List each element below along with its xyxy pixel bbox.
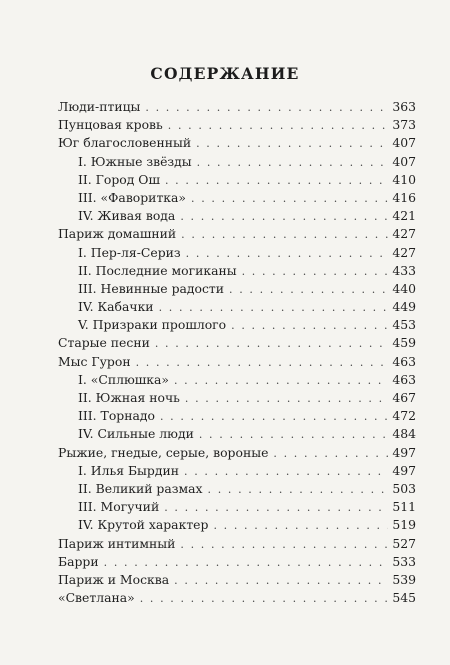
- toc-page-number: 433: [392, 262, 416, 278]
- toc-entry-title: Рыжие, гнедые, серые, вороные: [58, 444, 269, 460]
- toc-page-number: 463: [392, 353, 416, 369]
- dot-leader: [181, 228, 388, 241]
- toc-page-number: 545: [392, 590, 416, 606]
- toc-entry-title: IV. Живая вода: [78, 208, 176, 224]
- toc-page-number: 539: [392, 571, 416, 587]
- dot-leader: [174, 374, 388, 387]
- toc-subentry: [58, 463, 416, 481]
- toc-page-number: 421: [392, 208, 416, 224]
- toc-entry-title: IV. Кабачки: [78, 299, 154, 315]
- toc-page-number: 511: [392, 499, 416, 515]
- dot-leader: [174, 574, 388, 587]
- toc-page-number: 453: [392, 317, 416, 333]
- table-of-contents: [58, 99, 416, 608]
- toc-page-number: 519: [392, 517, 416, 533]
- toc-page-number: 459: [392, 335, 416, 351]
- dot-leader: [197, 156, 389, 169]
- toc-page-number: 407: [392, 153, 416, 169]
- dot-leader: [208, 483, 389, 496]
- toc-entry-title: IV. Сильные люди: [78, 426, 194, 442]
- toc-page-number: 527: [392, 535, 416, 551]
- contents-heading: СОДЕРЖАНИЕ: [150, 64, 300, 83]
- toc-entry-title: II. Южная ночь: [78, 390, 180, 405]
- toc-page-number: 427: [392, 226, 416, 242]
- toc-entry-title: Париж интимный: [58, 535, 176, 551]
- dot-leader: [159, 301, 389, 314]
- dot-leader: [184, 465, 388, 478]
- toc-subentry: [58, 263, 416, 281]
- toc-subentry: [58, 426, 416, 444]
- dot-leader: [199, 428, 388, 441]
- dot-leader: [180, 538, 388, 551]
- toc-entry-title: II. Последние могиканы: [78, 262, 237, 278]
- toc-page-number: 373: [392, 117, 416, 133]
- toc-entry-title: I. Илья Бырдин: [78, 462, 179, 478]
- dot-leader: [164, 501, 388, 514]
- dot-leader: [136, 356, 389, 369]
- toc-subentry: [58, 190, 416, 208]
- toc-subentry: [58, 372, 416, 390]
- toc-entry-title: Мыс Гурон: [58, 353, 131, 369]
- toc-entry-title: Париж и Москва: [58, 571, 170, 587]
- dot-leader: [213, 519, 388, 532]
- dot-leader: [180, 210, 388, 223]
- toc-entry-title: III. «Фаворитка»: [78, 189, 187, 205]
- toc-subentry: [58, 390, 416, 408]
- toc-entry: [58, 335, 416, 353]
- toc-subentry: [58, 317, 416, 335]
- toc-entry: [58, 117, 416, 135]
- toc-page-number: 363: [392, 99, 416, 114]
- toc-entry-title: Барри: [58, 553, 99, 569]
- toc-page-number: 533: [392, 553, 416, 569]
- toc-entry-title: Пунцовая кровь: [58, 117, 163, 133]
- toc-page-number: 416: [392, 189, 416, 205]
- toc-page-number: 467: [392, 390, 416, 405]
- toc-page-number: 449: [392, 299, 416, 315]
- dot-leader: [160, 410, 388, 423]
- toc-subentry: [58, 154, 416, 172]
- toc-entry-title: Юг благословенный: [58, 135, 192, 151]
- toc-entry-title: Старые песни: [58, 335, 150, 351]
- toc-entry: [58, 572, 416, 590]
- toc-subentry: [58, 172, 416, 190]
- toc-entry-title: IV. Крутой характер: [78, 517, 209, 533]
- toc-page-number: 427: [392, 244, 416, 260]
- toc-entry: [58, 135, 416, 153]
- toc-entry-title: I. Южные звёзды: [78, 153, 192, 169]
- toc-page-number: 407: [392, 135, 416, 151]
- toc-entry-title: V. Призраки прошлого: [78, 317, 227, 333]
- toc-subentry: [58, 208, 416, 226]
- toc-page-number: 410: [392, 171, 416, 187]
- toc-entry: [58, 445, 416, 463]
- toc-entry-title: III. Торнадо: [78, 408, 155, 424]
- toc-entry: [58, 226, 416, 244]
- toc-entry: [58, 99, 416, 117]
- toc-subentry: [58, 499, 416, 517]
- dot-leader: [140, 592, 389, 605]
- toc-page-number: 503: [392, 480, 416, 496]
- toc-entry: [58, 354, 416, 372]
- toc-entry: [58, 590, 416, 608]
- dot-leader: [168, 119, 389, 132]
- dot-leader: [191, 192, 388, 205]
- toc-entry-title: I. «Сплюшка»: [78, 371, 169, 387]
- toc-subentry: [58, 245, 416, 263]
- dot-leader: [186, 247, 389, 260]
- toc-entry-title: II. Великий размах: [78, 480, 203, 496]
- dot-leader: [104, 556, 389, 569]
- dot-leader: [165, 174, 388, 187]
- toc-subentry: [58, 299, 416, 317]
- toc-page-number: 440: [392, 280, 416, 296]
- dot-leader: [145, 101, 388, 114]
- dot-leader: [273, 447, 388, 460]
- toc-entry-title: III. Невинные радости: [78, 280, 225, 296]
- toc-page-number: 472: [392, 408, 416, 424]
- toc-subentry: [58, 281, 416, 299]
- toc-entry-title: «Светлана»: [58, 590, 135, 606]
- toc-entry-title: Люди-птицы: [58, 99, 141, 114]
- dot-leader: [185, 392, 388, 405]
- dot-leader: [229, 283, 388, 296]
- toc-entry: [58, 554, 416, 572]
- toc-page-number: 497: [392, 462, 416, 478]
- toc-entry: [58, 536, 416, 554]
- dot-leader: [242, 265, 389, 278]
- toc-entry-title: I. Пер-ля-Сериз: [78, 244, 181, 260]
- toc-entry-title: III. Могучий: [78, 499, 160, 515]
- toc-subentry: [58, 517, 416, 535]
- dot-leader: [196, 137, 388, 150]
- toc-subentry: [58, 481, 416, 499]
- toc-page-number: 463: [392, 371, 416, 387]
- toc-entry-title: II. Город Ош: [78, 171, 160, 187]
- dot-leader: [231, 319, 388, 332]
- toc-subentry: [58, 408, 416, 426]
- toc-entry-title: Париж домашний: [58, 226, 177, 242]
- toc-page-number: 497: [392, 444, 416, 460]
- dot-leader: [155, 337, 389, 350]
- toc-page-number: 484: [392, 426, 416, 442]
